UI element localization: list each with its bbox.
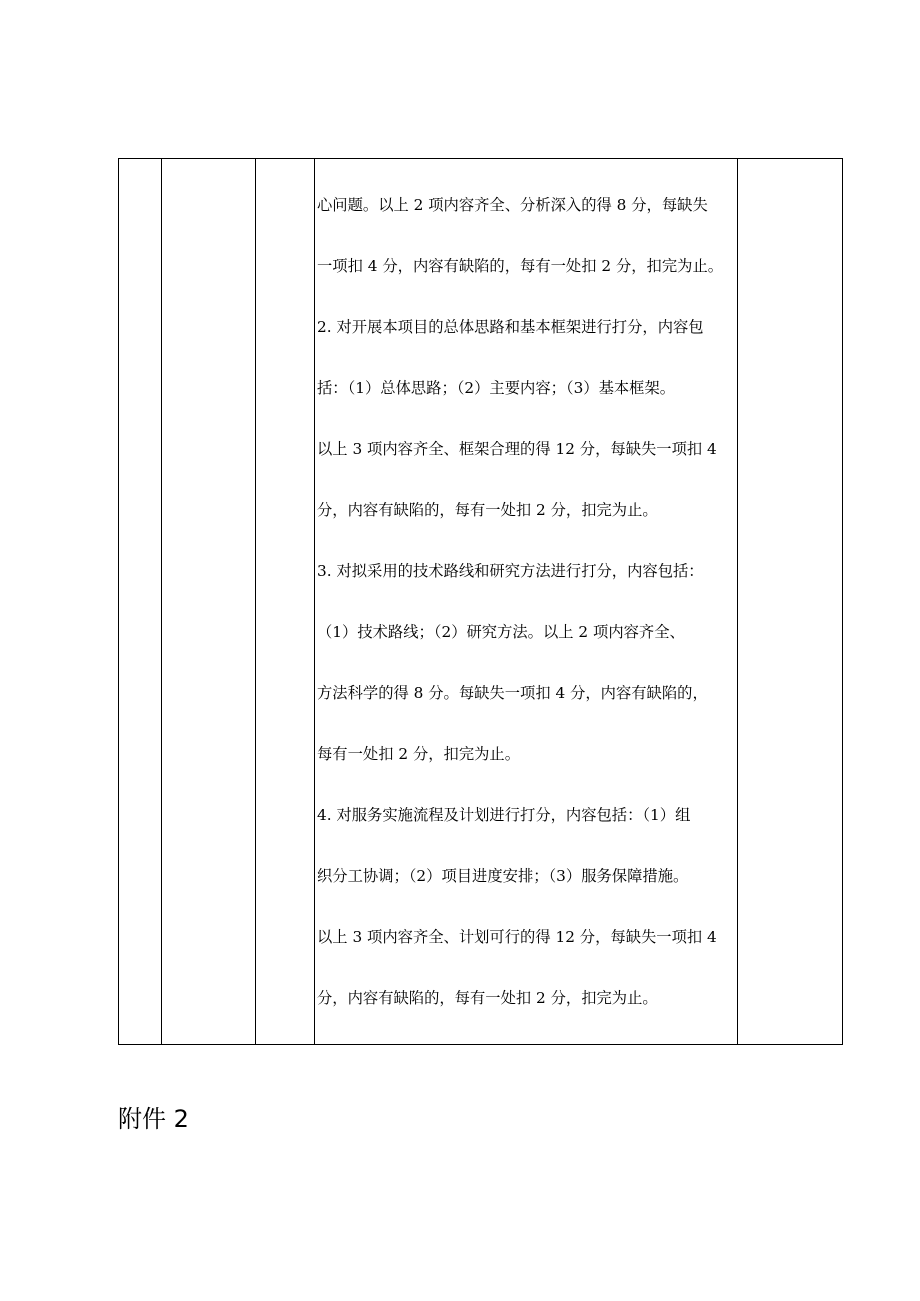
- criteria-line: 以上 3 项内容齐全、框架合理的得 12 分，每缺失一项扣 4: [317, 439, 717, 458]
- criteria-line: 以上 3 项内容齐全、计划可行的得 12 分，每缺失一项扣 4: [317, 927, 717, 946]
- criteria-line: （1）技术路线；（2）研究方法。以上 2 项内容齐全、: [317, 622, 685, 641]
- criteria-line: 一项扣 4 分，内容有缺陷的，每有一处扣 2 分，扣完为止。: [317, 256, 724, 275]
- criteria-line: 方法科学的得 8 分。每缺失一项扣 4 分，内容有缺陷的，: [317, 683, 708, 702]
- table-row: [119, 159, 843, 1045]
- category-cell: [162, 159, 256, 1045]
- criteria-line: 织分工协调；（2）项目进度安排；（3）服务保障措施。: [317, 866, 689, 885]
- criteria-line: 2. 对开展本项目的总体思路和基本框架进行打分，内容包: [317, 317, 704, 336]
- criteria-line: 每有一处扣 2 分，扣完为止。: [317, 744, 521, 763]
- score-cell: [256, 159, 315, 1045]
- remarks-cell: [738, 159, 843, 1045]
- criteria-line: 心问题。以上 2 项内容齐全、分析深入的得 8 分，每缺失: [317, 195, 708, 214]
- attachment-title: 附件 2: [118, 1105, 189, 1133]
- criteria-cell: [315, 159, 738, 1045]
- criteria-line: 分，内容有缺陷的，每有一处扣 2 分，扣完为止。: [317, 500, 658, 519]
- criteria-text: [315, 159, 737, 1044]
- criteria-line: 4. 对服务实施流程及计划进行打分，内容包括：（1）组: [317, 805, 691, 824]
- criteria-line: 分，内容有缺陷的，每有一处扣 2 分，扣完为止。: [317, 988, 658, 1007]
- criteria-line: 括：（1）总体思路；（2）主要内容；（3）基本框架。: [317, 378, 676, 397]
- criteria-line: 3. 对拟采用的技术路线和研究方法进行打分，内容包括：: [317, 561, 704, 580]
- scoring-table: [118, 158, 843, 1045]
- index-cell: [119, 159, 162, 1045]
